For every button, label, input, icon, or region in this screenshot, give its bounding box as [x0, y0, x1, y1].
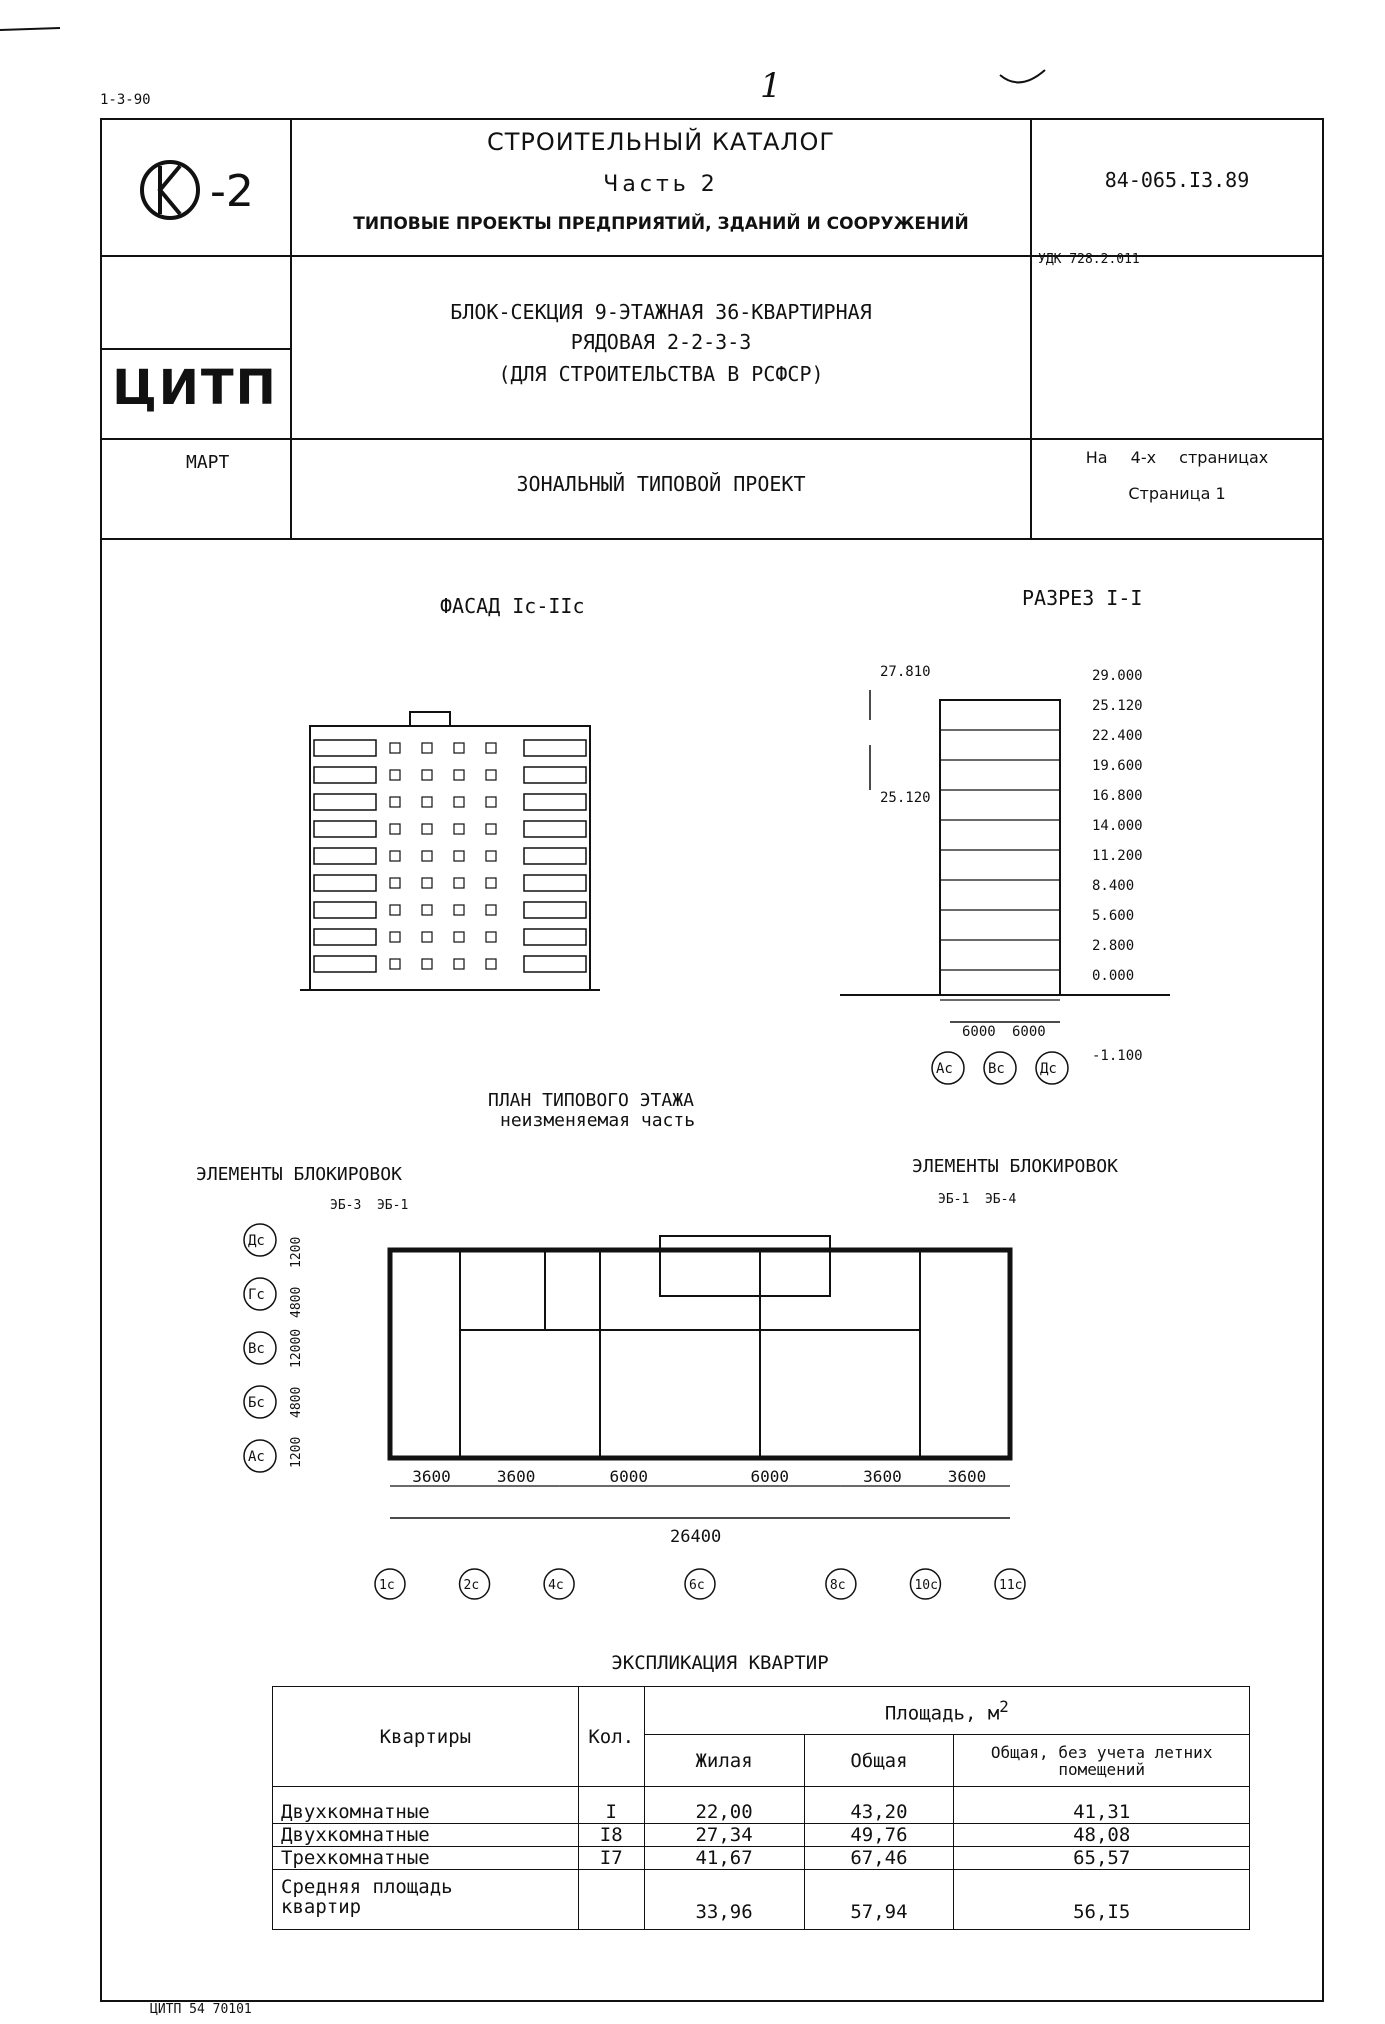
row-dimension: 4800: [289, 1386, 304, 1418]
balcony: [314, 740, 376, 756]
section-outline: [940, 700, 1060, 995]
window: [486, 878, 496, 888]
window: [422, 905, 432, 915]
window: [486, 932, 496, 942]
header-divider: [100, 538, 1322, 540]
section-level-label: -1.100: [1092, 1048, 1143, 1064]
axis-label: Дс: [1040, 1061, 1057, 1077]
axis-label: Вс: [248, 1341, 265, 1357]
explication-title: ЭКСПЛИКАЦИЯ КВАРТИР: [611, 1652, 829, 1674]
plan-subtitle: неизменяемая часть: [500, 1110, 696, 1131]
balcony: [524, 740, 586, 756]
facade-windows: [314, 740, 586, 972]
handwritten-page-number: 1: [760, 66, 782, 106]
udk-code: УДК 728.2.011: [1038, 252, 1140, 267]
span-label: 3600: [863, 1467, 902, 1486]
window: [486, 959, 496, 969]
axis-label: 1с: [379, 1578, 395, 1593]
window: [486, 905, 496, 915]
window: [390, 770, 400, 780]
section-level-label: 8.400: [1092, 878, 1135, 894]
balcony: [314, 848, 376, 864]
section-level-label: 29.000: [1092, 668, 1143, 684]
corner-mark: 1-3-90: [100, 92, 151, 108]
span-label: 6000: [609, 1467, 649, 1486]
window: [454, 959, 464, 969]
catalog-title: СТРОИТЕЛЬНЫЙ КАТАЛОГ: [487, 128, 835, 156]
window: [454, 797, 464, 807]
axis-label: Ас: [248, 1449, 265, 1465]
footer-code: ЦИТП 54 70101: [150, 2002, 252, 2017]
balcony: [314, 767, 376, 783]
section-level-label: 19.600: [1092, 758, 1143, 774]
window: [422, 797, 432, 807]
section-level-label: 11.200: [1092, 848, 1143, 864]
window: [390, 824, 400, 834]
window: [422, 932, 432, 942]
row-dimension: 1200: [289, 1236, 304, 1268]
axis-label: Бс: [248, 1395, 265, 1411]
header-divider: [100, 348, 290, 350]
blocking-right-codes: ЭБ-1 ЭБ-4: [938, 1192, 1017, 1207]
span-label: 6000: [750, 1467, 789, 1486]
balcony: [524, 875, 586, 891]
window: [422, 770, 432, 780]
blocking-left-title: ЭЛЕМЕНТЫ БЛОКИРОВОК: [196, 1164, 402, 1185]
window: [486, 824, 496, 834]
window: [454, 932, 464, 942]
plan-total: 26400: [670, 1527, 722, 1547]
span-label: 3600: [496, 1467, 536, 1486]
axis-label: Гс: [248, 1287, 265, 1303]
col-area: Площадь, $м^2$: [644, 1687, 1249, 1735]
window: [486, 797, 496, 807]
section-left-mark-top: 27.810: [880, 664, 931, 680]
balcony: [524, 794, 586, 810]
logo: [130, 150, 270, 230]
plan-title: ПЛАН ТИПОВОГО ЭТАЖА: [488, 1090, 694, 1111]
axis-label: Вс: [988, 1061, 1005, 1077]
window: [486, 851, 496, 861]
table-row: Трехкомнатные I7 41,67 67,46 65,57: [273, 1847, 1250, 1870]
window: [422, 824, 432, 834]
scan-marks: [0, 0, 1385, 120]
project-title-line2: РЯДОВАЯ 2-2-3-3: [570, 330, 752, 354]
section-level-label: 14.000: [1092, 818, 1143, 834]
col-living: Жилая: [644, 1735, 804, 1787]
project-title-line1: БЛОК-СЕКЦИЯ 9-ЭТАЖНАЯ 36-КВАРТИРНАЯ: [450, 300, 872, 324]
section-axes: [932, 1052, 1068, 1084]
page-number: Страница 1: [1128, 484, 1226, 503]
balcony: [524, 821, 586, 837]
catalog-subtitle: ТИПОВЫЕ ПРОЕКТЫ ПРЕДПРИЯТИЙ, ЗДАНИЙ И СООРУЖЕНИЙ: [353, 214, 969, 234]
window: [390, 959, 400, 969]
balcony: [524, 956, 586, 972]
span-label: 3600: [412, 1467, 451, 1486]
window: [454, 878, 464, 888]
section-span: 6000: [962, 1024, 996, 1040]
axis-label: 2с: [463, 1578, 480, 1593]
section-level-label: 22.400: [1092, 728, 1143, 744]
document-code: 84-065.I3.89: [1104, 168, 1250, 192]
axis-label: 11с: [999, 1578, 1023, 1593]
row-dimension: 1200: [289, 1436, 304, 1468]
window: [390, 797, 400, 807]
plan-col-axes: [375, 1569, 1025, 1599]
axis-label: 6с: [689, 1578, 705, 1593]
balcony: [314, 902, 376, 918]
svg-text:-2: -2: [210, 166, 254, 217]
blocking-right-title: ЭЛЕМЕНТЫ БЛОКИРОВОК: [912, 1156, 1118, 1177]
balcony: [314, 875, 376, 891]
header-divider: [100, 438, 1322, 440]
balcony: [524, 929, 586, 945]
section-body: [940, 668, 1143, 1064]
month: МАРТ: [186, 452, 230, 473]
window: [422, 743, 432, 753]
axis-label: Ас: [936, 1061, 953, 1077]
balcony: [314, 821, 376, 837]
section-level-label: 25.120: [1092, 698, 1143, 714]
balcony: [524, 767, 586, 783]
window: [454, 770, 464, 780]
window: [454, 824, 464, 834]
span-label: 3600: [947, 1467, 987, 1486]
balcony: [524, 848, 586, 864]
section-left-mark-bottom: 25.120: [880, 790, 931, 806]
facade-title: ФАСАД Iс-IIс: [440, 594, 585, 618]
col-apartments: Квартиры: [273, 1687, 579, 1787]
blocking-left-codes: ЭБ-3 ЭБ-1: [330, 1198, 409, 1213]
project-type: ЗОНАЛЬНЫЙ ТИПОВОЙ ПРОЕКТ: [516, 472, 806, 496]
table-row-average: Средняя площадь квартир 33,96 57,94 56,I5: [273, 1870, 1250, 1930]
section-span: 6000: [1012, 1024, 1046, 1040]
pages-total: На 4-х страницах: [1085, 448, 1269, 467]
balcony: [314, 956, 376, 972]
row-dimension: 12000: [289, 1328, 304, 1368]
window: [422, 878, 432, 888]
section-level-label: 0.000: [1092, 968, 1135, 984]
window: [454, 851, 464, 861]
window: [454, 905, 464, 915]
publisher-name: ЦИТП: [112, 360, 278, 416]
window: [390, 743, 400, 753]
axis-label: 8с: [829, 1578, 846, 1593]
table-row: Двухкомнатные I8 27,34 49,76 48,08: [273, 1824, 1250, 1847]
plan-row-axes: [244, 1224, 304, 1472]
window: [390, 851, 400, 861]
plan-spans: [390, 1467, 1010, 1486]
facade-drawing: [300, 700, 600, 1000]
row-dimension: 4800: [289, 1286, 304, 1318]
section-title: РАЗРЕЗ I-I: [1022, 586, 1143, 610]
plan-drawing: [230, 1200, 1090, 1640]
axis-label: 4с: [548, 1578, 564, 1593]
window: [486, 770, 496, 780]
balcony: [314, 929, 376, 945]
table-row: Двухкомнатные I 22,00 43,20 41,31: [273, 1787, 1250, 1824]
project-title-line3: (ДЛЯ СТРОИТЕЛЬСТВА В РСФСР): [498, 362, 824, 386]
section-level-label: 5.600: [1092, 908, 1135, 924]
section-level-label: 16.800: [1092, 788, 1143, 804]
window: [390, 932, 400, 942]
col-count: Кол.: [578, 1687, 644, 1787]
balcony: [524, 902, 586, 918]
explication-table: [272, 1686, 1250, 1930]
window: [390, 905, 400, 915]
axis-label: Дс: [248, 1233, 265, 1249]
window: [422, 851, 432, 861]
axis-label: 10с: [914, 1578, 938, 1593]
section-drawing: [830, 650, 1190, 1120]
col-total: Общая: [804, 1735, 954, 1787]
window: [486, 743, 496, 753]
balcony: [314, 794, 376, 810]
window: [390, 878, 400, 888]
window: [422, 959, 432, 969]
window: [454, 743, 464, 753]
col-total-no-summer: Общая, без учета летних помещений: [954, 1735, 1250, 1787]
section-level-label: 2.800: [1092, 938, 1135, 954]
catalog-part: Часть 2: [603, 172, 719, 197]
